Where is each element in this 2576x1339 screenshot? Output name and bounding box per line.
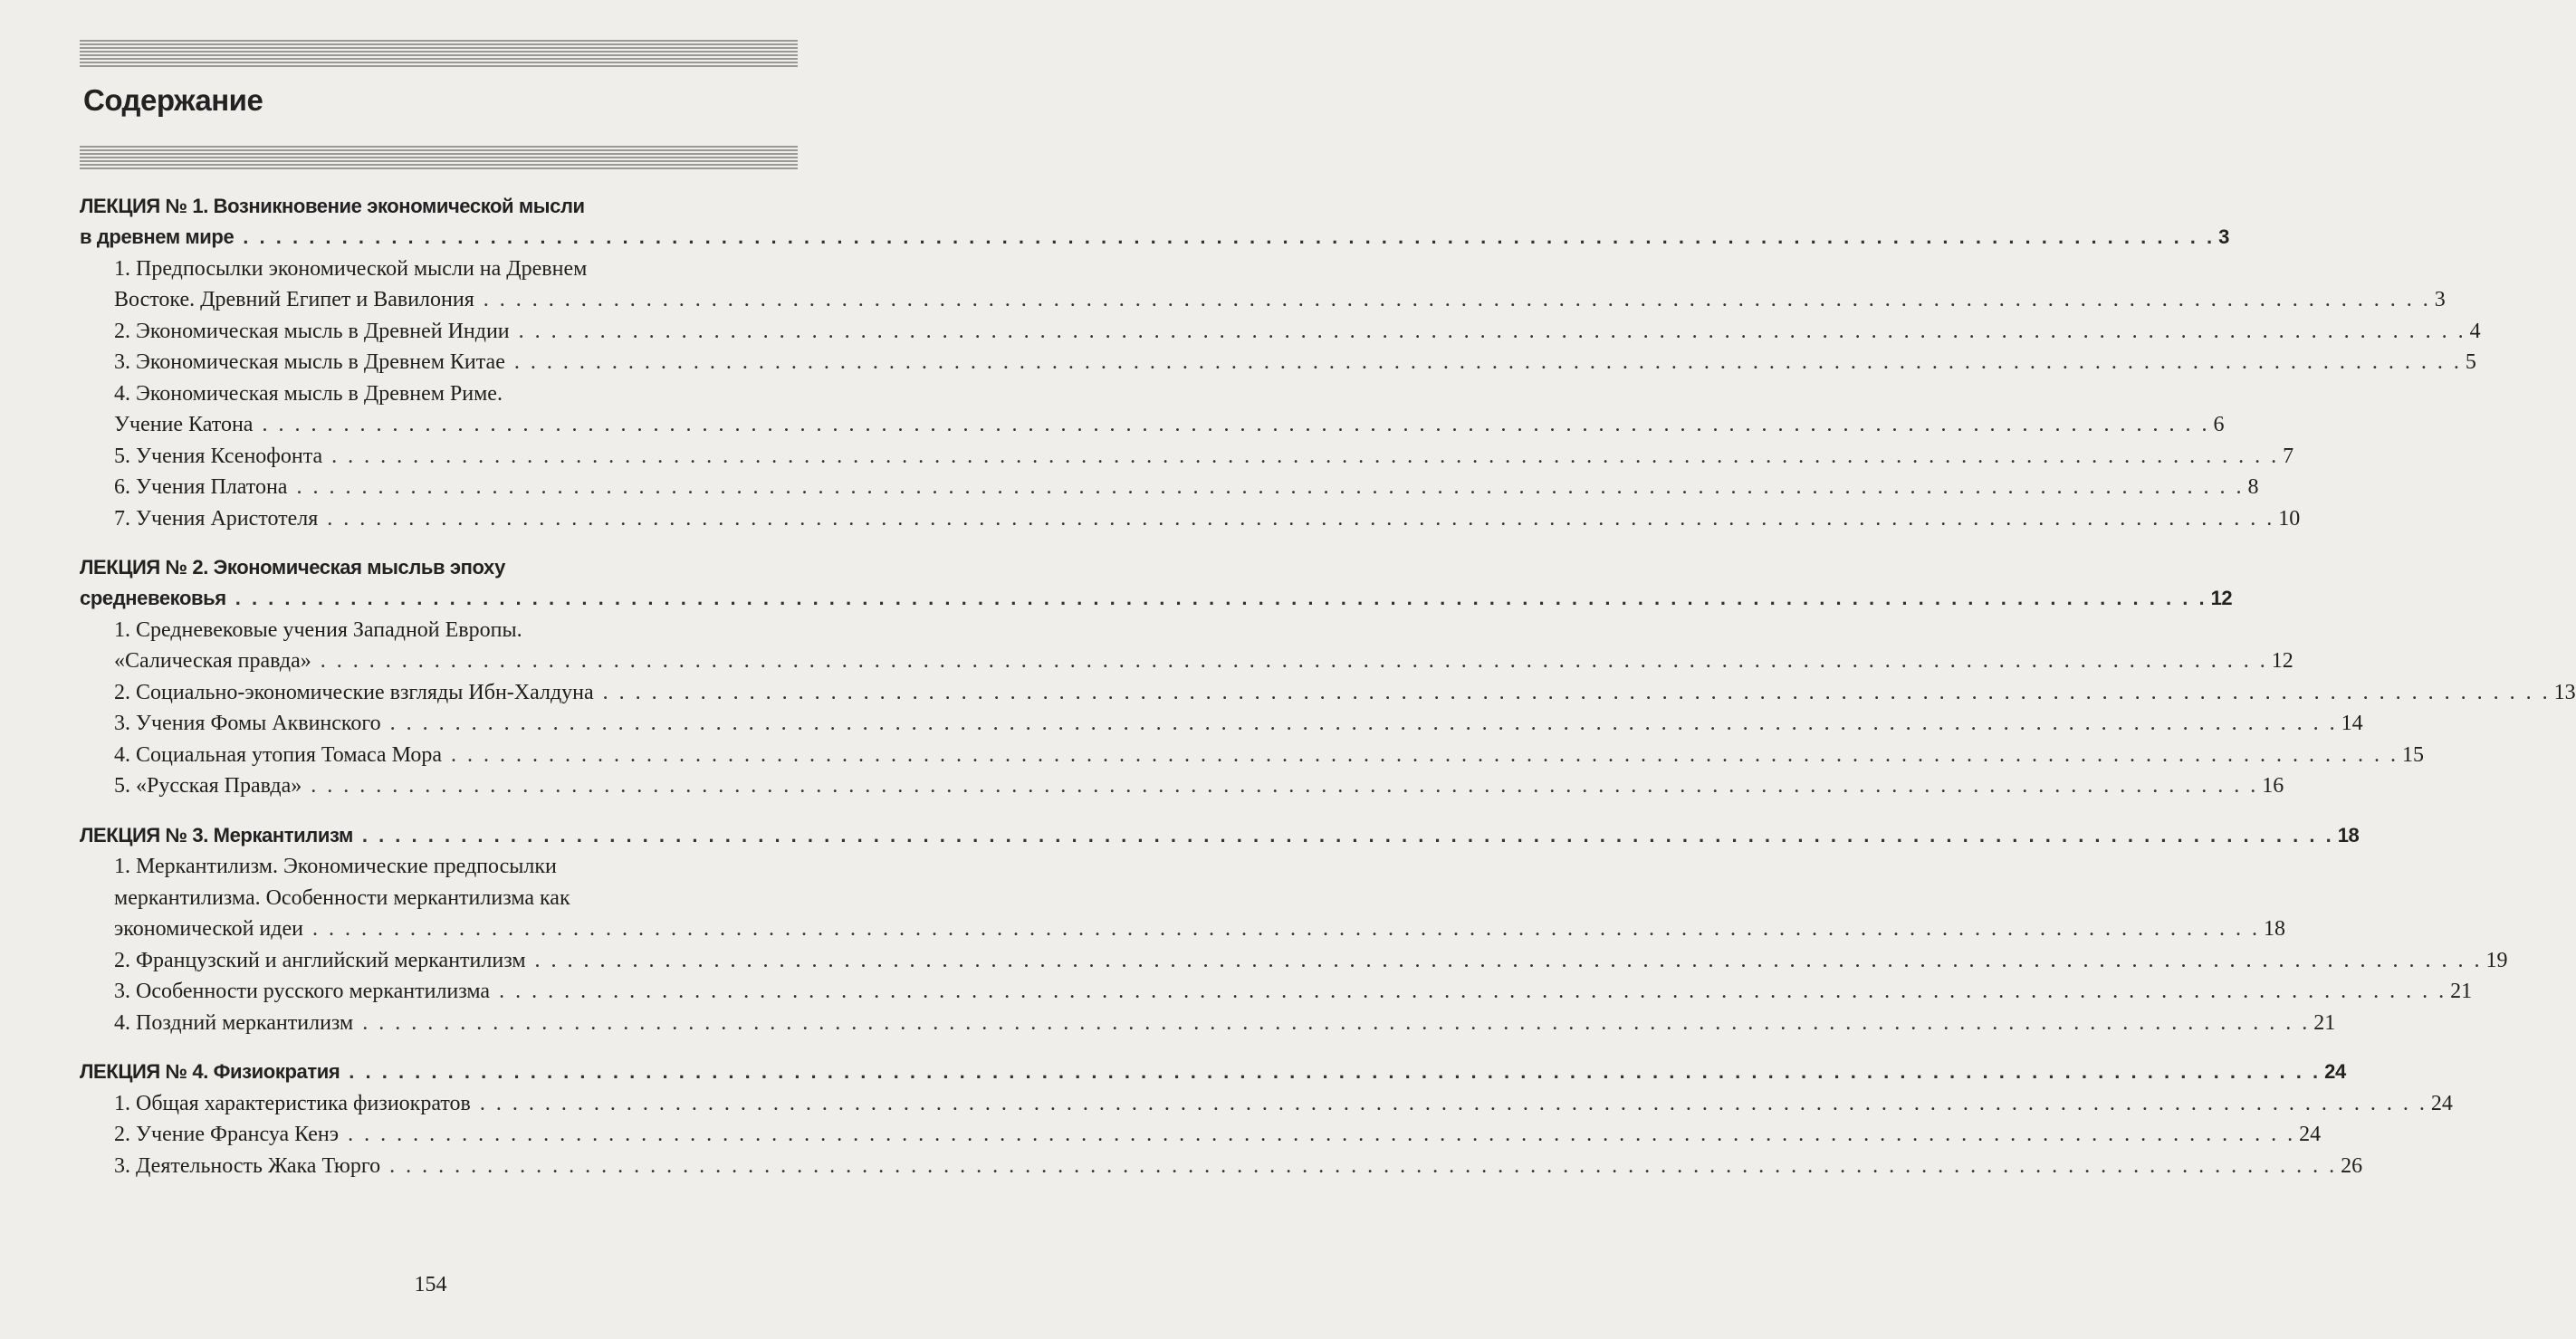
table-of-contents xyxy=(80,191,2576,1200)
section-entry xyxy=(80,677,2576,709)
section-entry xyxy=(80,472,2259,503)
dot-leader: . . . . . . . . . . . . . . . . . . . . . . . . . . . . . . . . . . . . . . . . . . . . . . . . . . . . . . . . . . . . . . . . . . . . . . . . . . . . . . . . . . . . . . . . . . . . . . . . . . . . . . . . . . . . . . . . . . . . . . . . xyxy=(389,1153,2338,1178)
section-title-line: меркантилизма. Особенности меркантилизма как xyxy=(114,885,570,910)
section-entry xyxy=(80,1151,2363,1182)
lecture-entry xyxy=(80,1057,2453,1181)
section-row-page-number: 12 xyxy=(2271,649,2294,673)
section-row[interactable] xyxy=(114,646,2294,677)
section-entry xyxy=(80,316,2481,348)
section-entry xyxy=(80,378,2225,441)
dot-leader: . . . . . . . . . . . . . . . . . . . . . . . . . . . . . . . . . . . . . . . . . . . . . . . . . . . . . . . . . . . . . . . . . . . . . . . . . . . . . . . . . . . . . . . . . . . . . . . . . . . . . . . . . . . . . . . . . . . . . . . . xyxy=(483,288,2431,311)
lecture-heading-title: ЛЕКЦИЯ № 3. Меркантилизм xyxy=(80,823,353,846)
section-row[interactable] xyxy=(114,913,2285,945)
section-row-page-number: 10 xyxy=(2278,506,2301,531)
section-entry xyxy=(80,976,2473,1008)
lecture-entry xyxy=(80,820,2508,1039)
section-row[interactable] xyxy=(114,770,2284,802)
section-row[interactable] xyxy=(114,284,2446,316)
lecture-title-line: ЛЕКЦИЯ № 1. Возникновение экономической мысли xyxy=(80,195,585,217)
section-entry xyxy=(80,1119,2322,1151)
section-row[interactable] xyxy=(114,441,2294,473)
lecture-heading[interactable] xyxy=(80,820,2360,852)
section-row-title: 5. Учения Ксенофонта xyxy=(114,444,323,468)
section-row-page-number: 3 xyxy=(2434,288,2446,311)
section-entry xyxy=(80,1088,2453,1120)
lecture-entry xyxy=(80,552,2576,802)
section-row[interactable] xyxy=(114,1151,2363,1182)
dot-leader: . . . . . . . . . . . . . . . . . . . . . . . . . . . . . . . . . . . . . . . . . . . . . . . . . . . . . . . . . . . . . . . . . . . . . . . . . . . . . . . . . . . . . . . . . . . . . . . . . . . . . . . . . . . . . . . . . . . . . . . . xyxy=(348,1123,2296,1146)
dot-leader: . . . . . . . . . . . . . . . . . . . . . . . . . . . . . . . . . . . . . . . . . . . . . . . . . . . . . . . . . . . . . . . . . . . . . . . . . . . . . . . . . . . . . . . . . . . . . . . . . . . . . . . . . . . . . . . . . . . . . . . . xyxy=(243,225,2216,248)
section-title-line: 1. Меркантилизм. Экономические предпосылки xyxy=(114,855,557,878)
section-entry xyxy=(80,851,2285,945)
lecture-heading[interactable] xyxy=(80,583,2233,615)
lecture-heading-page-number: 18 xyxy=(2337,823,2360,846)
section-row-title: 3. Особенности русского меркантилизма xyxy=(114,980,491,1003)
section-row[interactable] xyxy=(114,472,2259,503)
dot-leader: . . . . . . . . . . . . . . . . . . . . . . . . . . . . . . . . . . . . . . . . . . . . . . . . . . . . . . . . . . . . . . . . . . . . . . . . . . . . . . . . . . . . . . . . . . . . . . . . . . . . . . . . . . . . . . . . . . . . . . . . xyxy=(499,980,2447,1003)
section-row-page-number: 6 xyxy=(2213,413,2225,436)
section-row-page-number: 24 xyxy=(2299,1123,2322,1146)
section-row-page-number: 19 xyxy=(2485,948,2508,972)
lecture-title-line: ЛЕКЦИЯ № 2. Экономическая мысльв эпоху xyxy=(80,556,505,579)
section-row-title: 2. Французский и английский меркантилизм xyxy=(114,948,526,972)
dot-leader: . . . . . . . . . . . . . . . . . . . . . . . . . . . . . . . . . . . . . . . . . . . . . . . . . . . . . . . . . . . . . . . . . . . . . . . . . . . . . . . . . . . . . . . . . . . . . . . . . . . . . . . . . . . . . . . . . . . . . . . . xyxy=(450,742,2399,767)
section-row[interactable] xyxy=(114,976,2473,1008)
section-row[interactable] xyxy=(114,1008,2336,1039)
section-row-page-number: 15 xyxy=(2401,742,2424,767)
section-row-title: Востоке. Древний Египет и Вавилония xyxy=(114,288,474,311)
dot-leader: . . . . . . . . . . . . . . . . . . . . . . . . . . . . . . . . . . . . . . . . . . . . . . . . . . . . . . . . . . . . . . . . . . . . . . . . . . . . . . . . . . . . . . . . . . . . . . . . . . . . . . . . . . . . . . . . . . . . . . . . xyxy=(311,774,2259,798)
dot-leader: . . . . . . . . . . . . . . . . . . . . . . . . . . . . . . . . . . . . . . . . . . . . . . . . . . . . . . . . . . . . . . . . . . . . . . . . . . . . . . . . . . . . . . . . . . . . . . . . . . . . . . . . . . . . . . . . . . . . . . . . xyxy=(534,948,2483,972)
section-row-title: 3. Учения Фомы Аквинского xyxy=(114,712,381,735)
section-title-line: 1. Средневековые учения Западной Европы. xyxy=(114,617,522,642)
section-row-title: 2. Экономическая мысль в Древней Индии xyxy=(114,319,510,343)
section-row-title: экономической идеи xyxy=(114,917,303,941)
section-row-page-number: 24 xyxy=(2430,1091,2453,1115)
section-row[interactable] xyxy=(114,347,2476,378)
section-row[interactable] xyxy=(114,708,2363,740)
title-hatch-band xyxy=(80,146,798,171)
section-entry xyxy=(80,708,2363,740)
section-row-page-number: 4 xyxy=(2469,319,2481,343)
section-row-title: Учение Катона xyxy=(114,413,254,436)
section-row-page-number: 26 xyxy=(2341,1153,2363,1178)
dot-leader: . . . . . . . . . . . . . . . . . . . . . . . . . . . . . . . . . . . . . . . . . . . . . . . . . . . . . . . . . . . . . . . . . . . . . . . . . . . . . . . . . . . . . . . . . . . . . . . . . . . . . . . . . . . . . . . . . . . . . . . . xyxy=(349,1060,2322,1083)
section-title-line: 1. Предпосылки экономической мысли на Древнем xyxy=(114,256,588,281)
dot-leader: . . . . . . . . . . . . . . . . . . . . . . . . . . . . . . . . . . . . . . . . . . . . . . . . . . . . . . . . . . . . . . . . . . . . . . . . . . . . . . . . . . . . . . . . . . . . . . . . . . . . . . . . . . . . . . . . . . . . . . . . xyxy=(311,917,2260,941)
dot-leader: . . . . . . . . . . . . . . . . . . . . . . . . . . . . . . . . . . . . . . . . . . . . . . . . . . . . . . . . . . . . . . . . . . . . . . . . . . . . . . . . . . . . . . . . . . . . . . . . . . . . . . . . . . . . . . . . . . . . . . . . xyxy=(362,1010,2311,1035)
lecture-entry xyxy=(80,191,2481,534)
section-row-page-number: 21 xyxy=(2313,1010,2336,1035)
section-row-title: 5. «Русская Правда» xyxy=(114,774,302,798)
dot-leader: . . . . . . . . . . . . . . . . . . . . . . . . . . . . . . . . . . . . . . . . . . . . . . . . . . . . . . . . . . . . . . . . . . . . . . . . . . . . . . . . . . . . . . . . . . . . . . . . . . . . . . . . . . . . . . . . . . . . . . . . xyxy=(235,587,2207,609)
section-entry xyxy=(80,1008,2336,1039)
dot-leader: . . . . . . . . . . . . . . . . . . . . . . . . . . . . . . . . . . . . . . . . . . . . . . . . . . . . . . . . . . . . . . . . . . . . . . . . . . . . . . . . . . . . . . . . . . . . . . . . . . . . . . . . . . . . . . . . . . . . . . . . xyxy=(602,680,2551,704)
section-row-title: 4. Поздний меркантилизм xyxy=(114,1010,354,1035)
section-row-page-number: 7 xyxy=(2283,444,2294,468)
section-row[interactable] xyxy=(114,409,2225,441)
section-title-line: 4. Экономическая мысль в Древнем Риме. xyxy=(114,381,503,406)
section-row[interactable] xyxy=(114,1088,2453,1120)
lecture-heading-title: средневековья xyxy=(80,587,226,609)
section-row-page-number: 21 xyxy=(2450,980,2473,1003)
section-row-page-number: 8 xyxy=(2247,475,2259,499)
section-entry xyxy=(80,945,2508,977)
section-row-page-number: 16 xyxy=(2262,774,2284,798)
dot-leader: . . . . . . . . . . . . . . . . . . . . . . . . . . . . . . . . . . . . . . . . . . . . . . . . . . . . . . . . . . . . . . . . . . . . . . . . . . . . . . . . . . . . . . . . . . . . . . . . . . . . . . . . . . . . . . . . . . . . . . . . xyxy=(518,319,2466,343)
dot-leader: . . . . . . . . . . . . . . . . . . . . . . . . . . . . . . . . . . . . . . . . . . . . . . . . . . . . . . . . . . . . . . . . . . . . . . . . . . . . . . . . . . . . . . . . . . . . . . . . . . . . . . . . . . . . . . . . . . . . . . . . xyxy=(296,475,2245,499)
lecture-heading-title: ЛЕКЦИЯ № 4. Физиократия xyxy=(80,1060,340,1083)
dot-leader: . . . . . . . . . . . . . . . . . . . . . . . . . . . . . . . . . . . . . . . . . . . . . . . . . . . . . . . . . . . . . . . . . . . . . . . . . . . . . . . . . . . . . . . . . . . . . . . . . . . . . . . . . . . . . . . . . . . . . . . . xyxy=(389,712,2338,735)
section-entry xyxy=(80,615,2294,677)
section-row-title: 2. Учение Франсуа Кенэ xyxy=(114,1123,340,1146)
dot-leader: . . . . . . . . . . . . . . . . . . . . . . . . . . . . . . . . . . . . . . . . . . . . . . . . . . . . . . . . . . . . . . . . . . . . . . . . . . . . . . . . . . . . . . . . . . . . . . . . . . . . . . . . . . . . . . . . . . . . . . . . xyxy=(513,350,2462,374)
section-row[interactable] xyxy=(114,740,2424,771)
lecture-heading-title: в древнем мире xyxy=(80,225,235,248)
section-row[interactable] xyxy=(114,316,2481,348)
section-row[interactable] xyxy=(114,945,2508,977)
section-row[interactable] xyxy=(114,1119,2322,1151)
section-row-title: 7. Учения Аристотеля xyxy=(114,506,319,531)
section-row-title: 2. Социально-экономические взгляды Ибн-Халдуна xyxy=(114,680,594,704)
page-number: 154 xyxy=(414,1273,447,1296)
section-entry xyxy=(80,441,2294,473)
section-entry xyxy=(80,770,2284,802)
section-entry xyxy=(80,347,2476,378)
section-row-page-number: 13 xyxy=(2553,680,2576,704)
lecture-heading-page-number: 24 xyxy=(2324,1060,2346,1083)
section-row-page-number: 18 xyxy=(2263,917,2285,941)
lecture-heading-page-number: 12 xyxy=(2210,587,2233,609)
page-title: Содержание xyxy=(83,83,263,117)
dot-leader: . . . . . . . . . . . . . . . . . . . . . . . . . . . . . . . . . . . . . . . . . . . . . . . . . . . . . . . . . . . . . . . . . . . . . . . . . . . . . . . . . . . . . . . . . . . . . . . . . . . . . . . . . . . . . . . . . . . . . . . . xyxy=(361,823,2334,846)
section-row-title: 6. Учения Платона xyxy=(114,475,288,499)
section-entry xyxy=(80,740,2424,771)
dot-leader: . . . . . . . . . . . . . . . . . . . . . . . . . . . . . . . . . . . . . . . . . . . . . . . . . . . . . . . . . . . . . . . . . . . . . . . . . . . . . . . . . . . . . . . . . . . . . . . . . . . . . . . . . . . . . . . . . . . . . . . . xyxy=(262,413,2210,436)
lecture-heading[interactable] xyxy=(80,222,2229,253)
header-hatch-band xyxy=(80,40,798,67)
section-row-page-number: 14 xyxy=(2341,712,2363,735)
section-row-title: 3. Деятельность Жака Тюрго xyxy=(114,1153,381,1178)
section-entry xyxy=(80,253,2446,316)
section-row[interactable] xyxy=(114,503,2301,535)
section-row[interactable] xyxy=(114,677,2576,709)
dot-leader: . . . . . . . . . . . . . . . . . . . . . . . . . . . . . . . . . . . . . . . . . . . . . . . . . . . . . . . . . . . . . . . . . . . . . . . . . . . . . . . . . . . . . . . . . . . . . . . . . . . . . . . . . . . . . . . . . . . . . . . . xyxy=(327,506,2275,531)
section-row-title: 1. Общая характеристика физиократов xyxy=(114,1091,471,1115)
dot-leader: . . . . . . . . . . . . . . . . . . . . . . . . . . . . . . . . . . . . . . . . . . . . . . . . . . . . . . . . . . . . . . . . . . . . . . . . . . . . . . . . . . . . . . . . . . . . . . . . . . . . . . . . . . . . . . . . . . . . . . . . xyxy=(479,1091,2428,1115)
dot-leader: . . . . . . . . . . . . . . . . . . . . . . . . . . . . . . . . . . . . . . . . . . . . . . . . . . . . . . . . . . . . . . . . . . . . . . . . . . . . . . . . . . . . . . . . . . . . . . . . . . . . . . . . . . . . . . . . . . . . . . . . xyxy=(320,649,2268,673)
dot-leader: . . . . . . . . . . . . . . . . . . . . . . . . . . . . . . . . . . . . . . . . . . . . . . . . . . . . . . . . . . . . . . . . . . . . . . . . . . . . . . . . . . . . . . . . . . . . . . . . . . . . . . . . . . . . . . . . . . . . . . . . xyxy=(331,444,2280,468)
section-entry xyxy=(80,503,2301,535)
section-row-page-number: 5 xyxy=(2465,350,2476,374)
lecture-heading-page-number: 3 xyxy=(2218,225,2229,248)
section-row-title: 4. Социальная утопия Томаса Мора xyxy=(114,742,442,767)
section-row-title: «Салическая правда» xyxy=(114,649,311,673)
lecture-heading[interactable] xyxy=(80,1057,2346,1088)
section-row-title: 3. Экономическая мысль в Древнем Китае xyxy=(114,350,505,374)
